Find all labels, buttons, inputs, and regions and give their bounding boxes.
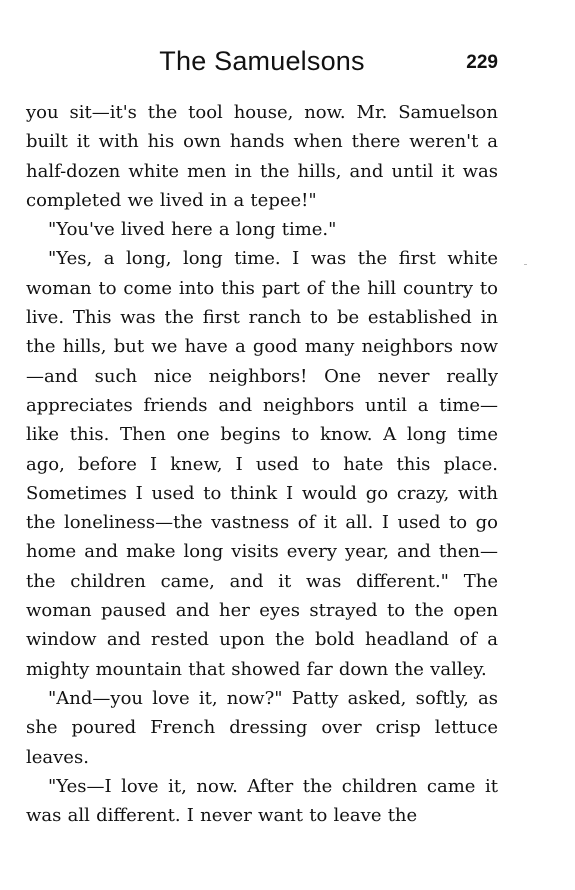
paragraph-continued: you sit—it's the tool house, now. Mr. Samuelson built it with his own hands when there weren't a half-dozen white men in the hills, and until it was completed we lived in a tepee!" — [26, 102, 498, 211]
paragraph: "You've lived here a long time." — [48, 219, 337, 241]
page-number: 229 — [466, 52, 498, 73]
scan-speck — [524, 264, 527, 265]
chapter-title: The Samuelsons — [159, 46, 365, 76]
paragraph: "Yes, a long, long time. I was the first white woman to come into this part of the hill country to live. This was the first ranch to be established in the hills, but we have a good many neighbors now—and such nice neighbors! One never really appreciates friends and neighbors until a time—like this. Then one begins to know. A long time ago, before I knew, I used to hate this place. Sometimes I used to think I would go crazy, with the loneliness—the vastness of it all. I used to go home and make long visits every year, and then—the children came, and it was different." The woman paused and her eyes strayed to the open window and rested upon the bold headland of a mighty mountain that showed far down the valley. — [26, 248, 498, 680]
paragraph: "And—you love it, now?" Patty asked, softly, as she poured French dressing over crisp lettuce leaves. — [26, 687, 498, 768]
paragraph: "Yes—I love it, now. After the children came it was all different. I never want to leave the — [26, 775, 498, 827]
running-head — [26, 46, 498, 82]
body-text — [26, 98, 498, 830]
